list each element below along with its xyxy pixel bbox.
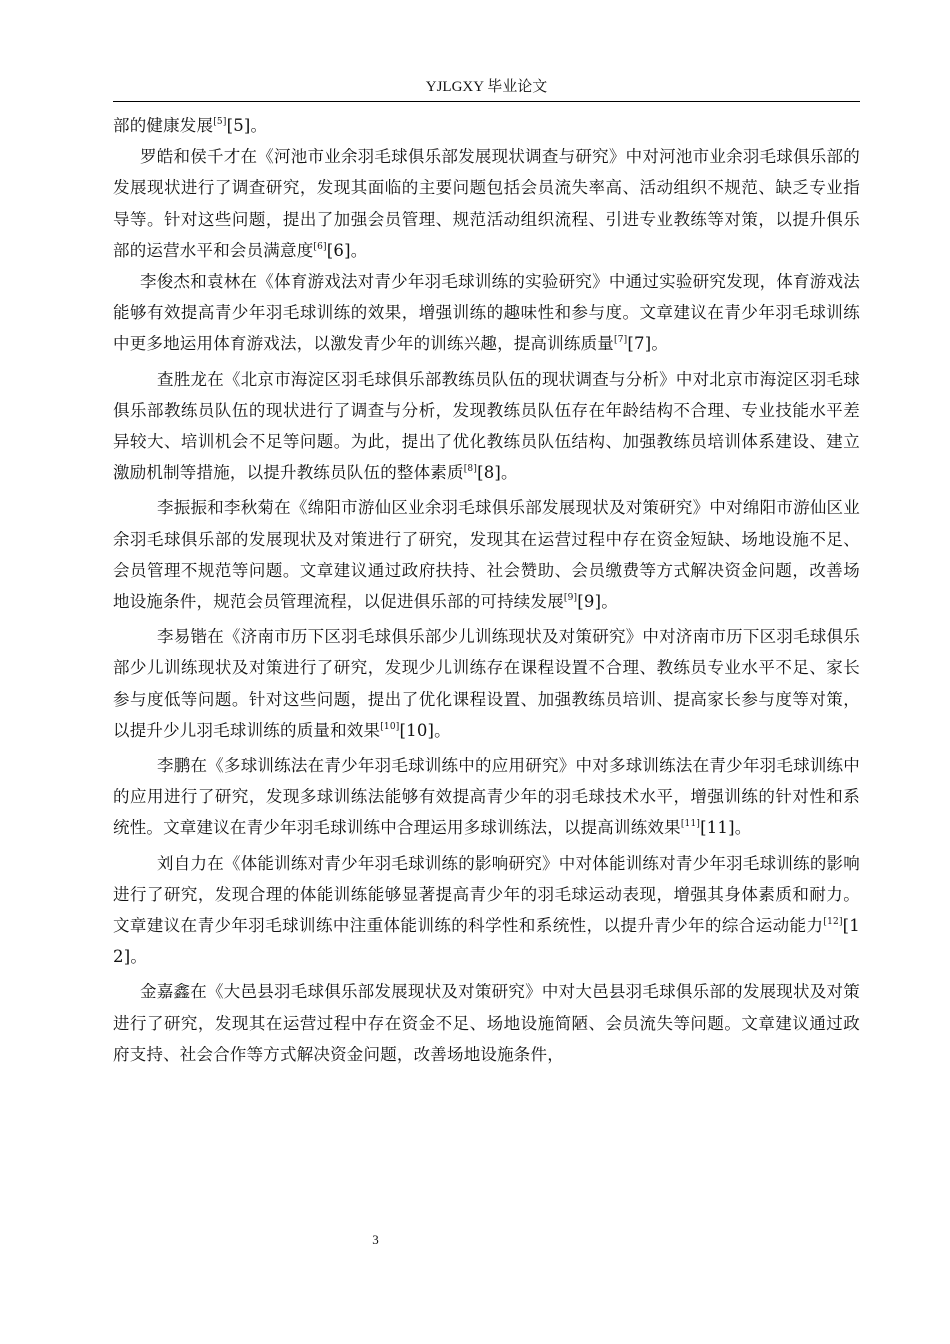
paragraph — [113, 848, 860, 973]
citation-reference: [10]。 — [399, 720, 451, 740]
paragraph-text: 部的健康发展 — [113, 116, 214, 135]
citation-superscript: [11] — [680, 819, 701, 830]
citation-superscript: [10] — [380, 721, 400, 732]
paragraph-text: 查胜龙在《北京市海淀区羽毛球俱乐部教练员队伍的现状调查与分析》中对北京市海淀区羽毛球俱乐部教练员队伍的现状进行了调查与分析，发现教练员队伍存在年龄结构不合理、专业技能水平差异较大、培训机会不足等问题。为此，提出了优化教练员队伍结构、加强教练员培训体系建设、建立激励机制等措施，以提升教练员队伍的整体素质 — [113, 369, 860, 483]
citation-reference: [11]。 — [700, 818, 752, 838]
citation-reference: [5]。 — [226, 116, 268, 135]
citation-superscript: [9] — [563, 593, 578, 604]
citation-reference: [7]。 — [627, 334, 669, 354]
body-text — [113, 110, 860, 1070]
paragraph — [113, 266, 860, 360]
paragraph — [113, 492, 860, 617]
citation-superscript: [8] — [463, 464, 478, 475]
citation-reference: [8]。 — [477, 463, 518, 483]
paragraph-text: 金嘉鑫在《大邑县羽毛球俱乐部发展现状及对策研究》中对大邑县羽毛球俱乐部的发展现状及对策进行了研究，发现其在运营过程中存在资金不足、场地设施简陋、会员流失等问题。文章建议通过政府支持、社会合作等方式解决资金问题，改善场地设施条件， — [113, 982, 860, 1064]
paragraph-text: 李易锴在《济南市历下区羽毛球俱乐部少儿训练现状及对策研究》中对济南市历下区羽毛球俱乐部少儿训练现状及对策进行了研究，发现少儿训练存在课程设置不合理、教练员专业水平不足、家长参与度低等问题。针对这些问题，提出了优化课程设置、加强教练员培训、提高家长参与度等对策，以提升少儿羽毛球训练的质量和效果 — [113, 627, 860, 740]
paragraph-text: 李俊杰和袁林在《体育游戏法对青少年羽毛球训练的实验研究》中通过实验研究发现，体育游戏法能够有效提高青少年羽毛球训练的效果，增强训练的趣味性和参与度。文章建议在青少年羽毛球训练中更多地运用体育游戏法，以激发青少年的训练兴趣，提高训练质量 — [113, 272, 860, 354]
citation-reference: [12]。 — [113, 916, 860, 967]
paragraph — [113, 976, 860, 1070]
paragraph — [113, 364, 860, 489]
running-header: YJLGXY 毕业论文 — [425, 79, 548, 95]
paragraph-text: 刘自力在《体能训练对青少年羽毛球训练的影响研究》中对体能训练对青少年羽毛球训练的影响进行了研究，发现合理的体能训练能够显著提高青少年的羽毛球运动表现，增强其身体素质和耐力。文章建议在青少年羽毛球训练中注重体能训练的科学性和系统性，以提升青少年的综合运动能力 — [113, 853, 860, 936]
paragraph — [113, 141, 860, 266]
citation-superscript: [7] — [614, 335, 628, 346]
paragraph — [113, 750, 860, 844]
citation-reference: [9]。 — [577, 592, 618, 612]
paragraph — [113, 621, 860, 746]
paragraph-continuation — [113, 110, 860, 141]
paragraph-text: 李鹏在《多球训练法在青少年羽毛球训练中的应用研究》中对多球训练法在青少年羽毛球训练中的应用进行了研究，发现多球训练法能够有效提高青少年的羽毛球技术水平，增强训练的针对性和系统性。文章建议在青少年羽毛球训练中合理运用多球训练法，以提高训练效果 — [113, 756, 860, 838]
header-rule — [113, 101, 860, 102]
citation-superscript: [6] — [313, 241, 327, 252]
paragraph-text: 罗皓和侯千才在《河池市业余羽毛球俱乐部发展现状调查与研究》中对河池市业余羽毛球俱乐部的发展现状进行了调查研究，发现其面临的主要问题包括会员流失率高、活动组织不规范、缺乏专业指导等。针对这些问题，提出了加强会员管理、规范活动组织流程、引进专业教练等对策，以提升俱乐部的运营水平和会员满意度 — [113, 147, 860, 260]
paragraph-text: 李振振和李秋菊在《绵阳市游仙区业余羽毛球俱乐部发展现状及对策研究》中对绵阳市游仙区业余羽毛球俱乐部的发展现状及对策进行了研究，发现其在运营过程中存在资金短缺、场地设施不足、会员管理不规范等问题。文章建议通过政府扶持、社会赞助、会员缴费等方式解决资金问题，改善场地设施条件，规范会员管理流程，以促进俱乐部的可持续发展 — [113, 498, 860, 612]
page-number: 3 — [372, 1232, 379, 1247]
citation-superscript: [12] — [823, 917, 843, 928]
citation-superscript: [5] — [213, 117, 227, 127]
citation-reference: [6]。 — [326, 240, 368, 260]
